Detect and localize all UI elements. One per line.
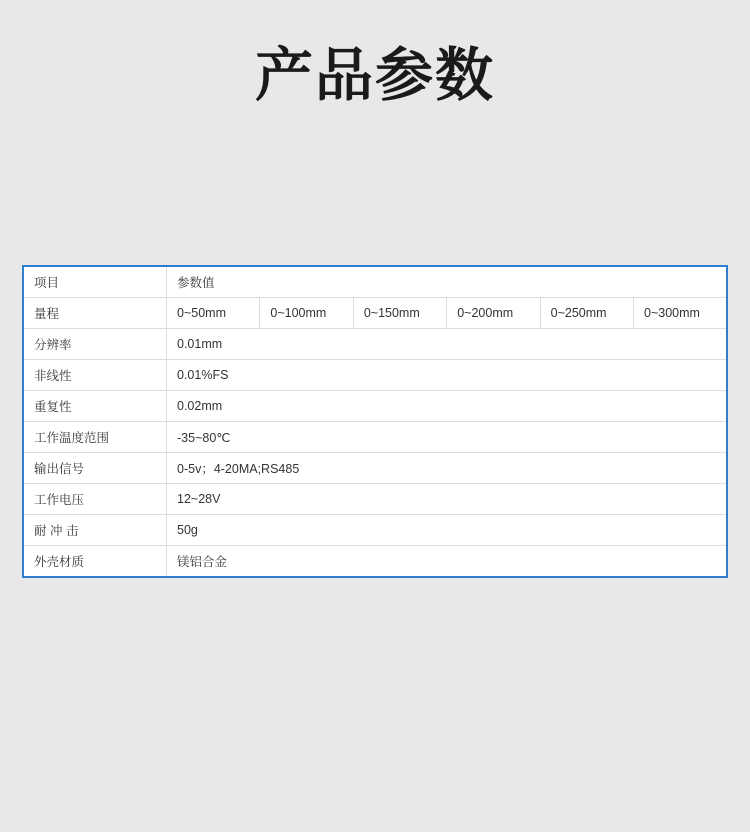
row-value-temperature: -35~80℃	[167, 422, 728, 453]
range-value-6: 0~300mm	[634, 298, 727, 329]
row-label-shock: 耐 冲 击	[23, 515, 167, 546]
row-value-repeatability: 0.02mm	[167, 391, 728, 422]
table-row-housing-material	[23, 546, 727, 578]
product-spec-table	[22, 265, 728, 578]
table-row-nonlinearity	[23, 360, 727, 391]
table-row-output-signal	[23, 453, 727, 484]
row-label-resolution: 分辨率	[23, 329, 167, 360]
table-row-resolution	[23, 329, 727, 360]
row-label-repeatability: 重复性	[23, 391, 167, 422]
row-value-voltage: 12~28V	[167, 484, 728, 515]
row-label-range: 量程	[23, 298, 167, 329]
table-row-voltage	[23, 484, 727, 515]
row-label-voltage: 工作电压	[23, 484, 167, 515]
table-row-range	[23, 298, 727, 329]
range-value-3: 0~150mm	[353, 298, 446, 329]
range-value-1: 0~50mm	[167, 298, 260, 329]
spec-table-container	[22, 265, 728, 578]
row-value-output-signal: 0-5v；4-20MA;RS485	[167, 453, 728, 484]
row-value-housing-material: 镁铝合金	[167, 546, 728, 578]
header-value-label: 参数值	[167, 266, 728, 298]
row-label-output-signal: 输出信号	[23, 453, 167, 484]
row-value-nonlinearity: 0.01%FS	[167, 360, 728, 391]
range-value-4: 0~200mm	[447, 298, 540, 329]
header-item-label: 项目	[23, 266, 167, 298]
row-value-resolution: 0.01mm	[167, 329, 728, 360]
table-row-repeatability	[23, 391, 727, 422]
range-value-2: 0~100mm	[260, 298, 353, 329]
range-value-5: 0~250mm	[540, 298, 633, 329]
page-title: 产品参数	[254, 41, 495, 109]
table-row-shock	[23, 515, 727, 546]
table-row-temperature	[23, 422, 727, 453]
row-label-temperature: 工作温度范围	[23, 422, 167, 453]
row-label-housing-material: 外壳材质	[23, 546, 167, 578]
row-value-shock: 50g	[167, 515, 728, 546]
table-row-header	[23, 266, 727, 298]
row-label-nonlinearity: 非线性	[23, 360, 167, 391]
